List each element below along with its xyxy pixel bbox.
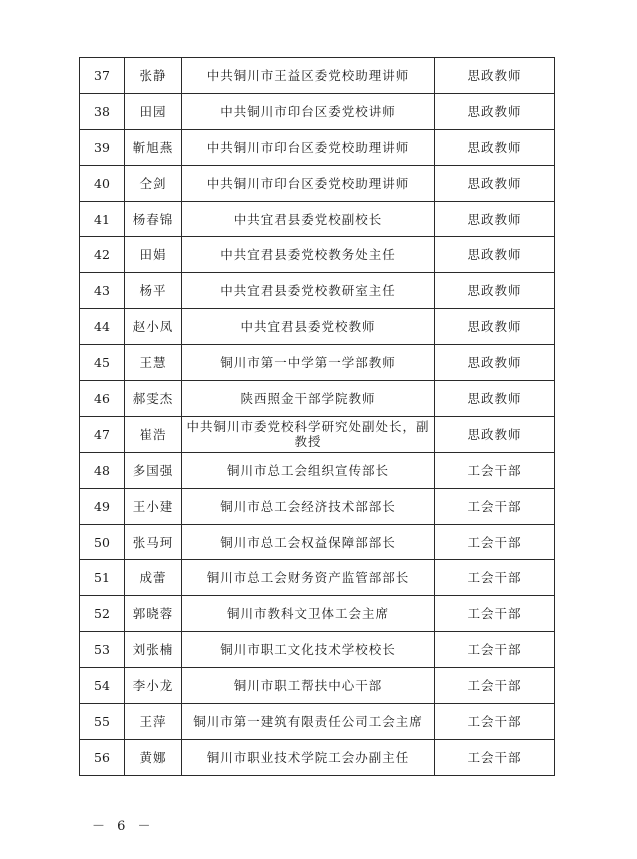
category-cell: 思政教师 [435, 237, 555, 273]
table-row [80, 345, 555, 381]
row-number-cell: 54 [80, 668, 125, 704]
row-number-cell: 47 [80, 416, 125, 452]
category-cell: 思政教师 [435, 381, 555, 417]
table-row [80, 452, 555, 488]
row-number-cell: 50 [80, 524, 125, 560]
table-row [80, 165, 555, 201]
table-row [80, 739, 555, 775]
name-cell: 张静 [125, 58, 182, 94]
unit-position-cell: 中共铜川市印台区委党校助理讲师 [182, 165, 435, 201]
table-row [80, 596, 555, 632]
row-number-cell: 37 [80, 58, 125, 94]
unit-position-cell: 中共铜川市王益区委党校助理讲师 [182, 58, 435, 94]
roster-table [79, 57, 555, 776]
category-cell: 工会干部 [435, 739, 555, 775]
category-cell: 思政教师 [435, 201, 555, 237]
table-row [80, 704, 555, 740]
name-cell: 王小建 [125, 488, 182, 524]
category-cell: 思政教师 [435, 416, 555, 452]
unit-position-cell: 铜川市职业技术学院工会办副主任 [182, 739, 435, 775]
table-row [80, 488, 555, 524]
row-number-cell: 39 [80, 129, 125, 165]
unit-position-cell: 铜川市职工帮扶中心干部 [182, 668, 435, 704]
category-cell: 思政教师 [435, 129, 555, 165]
table-row [80, 58, 555, 94]
row-number-cell: 43 [80, 273, 125, 309]
unit-position-cell: 铜川市总工会财务资产监管部部长 [182, 560, 435, 596]
row-number-cell: 45 [80, 345, 125, 381]
table-row [80, 237, 555, 273]
row-number-cell: 40 [80, 165, 125, 201]
row-number-cell: 46 [80, 381, 125, 417]
unit-position-cell: 中共宜君县委党校教研室主任 [182, 273, 435, 309]
row-number-cell: 55 [80, 704, 125, 740]
name-cell: 张马珂 [125, 524, 182, 560]
name-cell: 郭晓蓉 [125, 596, 182, 632]
unit-position-cell: 铜川市第一建筑有限责任公司工会主席 [182, 704, 435, 740]
name-cell: 李小龙 [125, 668, 182, 704]
unit-position-cell: 中共铜川市委党校科学研究处副处长，副教授 [182, 416, 435, 452]
unit-position-cell: 铜川市总工会经济技术部部长 [182, 488, 435, 524]
row-number-cell: 42 [80, 237, 125, 273]
name-cell: 崔浩 [125, 416, 182, 452]
category-cell: 思政教师 [435, 165, 555, 201]
row-number-cell: 52 [80, 596, 125, 632]
roster-table-body [80, 58, 555, 776]
unit-position-cell: 中共铜川市印台区委党校讲师 [182, 93, 435, 129]
category-cell: 工会干部 [435, 560, 555, 596]
name-cell: 王慧 [125, 345, 182, 381]
unit-position-cell: 中共宜君县委党校副校长 [182, 201, 435, 237]
name-cell: 成蕾 [125, 560, 182, 596]
unit-position-cell: 铜川市第一中学第一学部教师 [182, 345, 435, 381]
category-cell: 思政教师 [435, 273, 555, 309]
category-cell: 工会干部 [435, 704, 555, 740]
row-number-cell: 49 [80, 488, 125, 524]
table-row [80, 273, 555, 309]
category-cell: 思政教师 [435, 309, 555, 345]
name-cell: 郝雯杰 [125, 381, 182, 417]
name-cell: 杨春锦 [125, 201, 182, 237]
table-row [80, 632, 555, 668]
category-cell: 工会干部 [435, 632, 555, 668]
table-row [80, 560, 555, 596]
category-cell: 思政教师 [435, 58, 555, 94]
unit-position-cell: 铜川市职工文化技术学校校长 [182, 632, 435, 668]
unit-position-cell: 铜川市教科文卫体工会主席 [182, 596, 435, 632]
name-cell: 靳旭燕 [125, 129, 182, 165]
table-row [80, 416, 555, 452]
unit-position-cell: 铜川市总工会组织宣传部长 [182, 452, 435, 488]
unit-position-cell: 陕西照金干部学院教师 [182, 381, 435, 417]
name-cell: 仝剑 [125, 165, 182, 201]
category-cell: 工会干部 [435, 452, 555, 488]
row-number-cell: 53 [80, 632, 125, 668]
unit-position-cell: 中共宜君县委党校教师 [182, 309, 435, 345]
category-cell: 工会干部 [435, 524, 555, 560]
name-cell: 刘张楠 [125, 632, 182, 668]
category-cell: 工会干部 [435, 488, 555, 524]
category-cell: 工会干部 [435, 596, 555, 632]
unit-position-cell: 中共铜川市印台区委党校助理讲师 [182, 129, 435, 165]
name-cell: 田娟 [125, 237, 182, 273]
row-number-cell: 48 [80, 452, 125, 488]
category-cell: 思政教师 [435, 93, 555, 129]
name-cell: 黄娜 [125, 739, 182, 775]
name-cell: 王萍 [125, 704, 182, 740]
category-cell: 思政教师 [435, 345, 555, 381]
unit-position-cell: 铜川市总工会权益保障部部长 [182, 524, 435, 560]
name-cell: 杨平 [125, 273, 182, 309]
table-row [80, 93, 555, 129]
table-row [80, 129, 555, 165]
row-number-cell: 51 [80, 560, 125, 596]
name-cell: 多国强 [125, 452, 182, 488]
name-cell: 赵小凤 [125, 309, 182, 345]
row-number-cell: 38 [80, 93, 125, 129]
name-cell: 田园 [125, 93, 182, 129]
unit-position-cell: 中共宜君县委党校教务处主任 [182, 237, 435, 273]
table-row [80, 668, 555, 704]
table-row [80, 381, 555, 417]
table-row [80, 309, 555, 345]
page-number: － 6 － [92, 819, 155, 834]
table-row [80, 524, 555, 560]
row-number-cell: 41 [80, 201, 125, 237]
table-row [80, 201, 555, 237]
category-cell: 工会干部 [435, 668, 555, 704]
row-number-cell: 44 [80, 309, 125, 345]
row-number-cell: 56 [80, 739, 125, 775]
